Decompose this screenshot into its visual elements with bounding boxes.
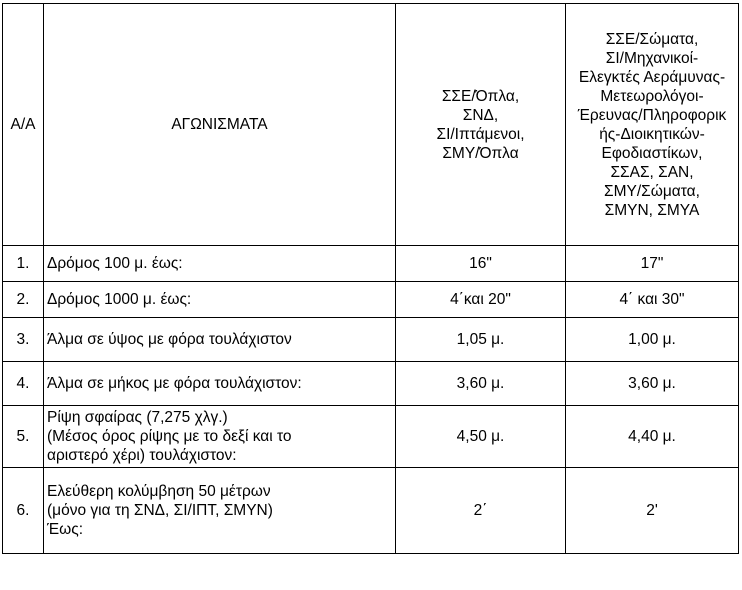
row-group1-cell: 4΄και 20"	[396, 282, 566, 318]
header-group2-line: ής-Διοικητικών-	[599, 125, 705, 143]
header-group2-line: ΣΣΑΣ, ΣΑΝ,	[610, 163, 694, 181]
row-event-cell	[44, 246, 396, 282]
header-group2-line: ΣΣΕ/Σώματα,	[605, 30, 699, 48]
row-group2-cell: 2'	[566, 468, 739, 554]
row-group1-cell: 1,05 μ.	[396, 318, 566, 362]
header-group1-line: ΣΝΔ,	[462, 106, 499, 124]
header-group2-line: Έρευνας/Πληροφορικ	[577, 106, 727, 124]
header-group2-line: Μετεωρολόγοι-	[600, 87, 704, 105]
row-num-cell: 4.	[3, 362, 44, 406]
row-group2-cell: 1,00 μ.	[566, 318, 739, 362]
row-group1-cell: 16"	[396, 246, 566, 282]
table-header-row	[3, 4, 739, 246]
header-num-cell: Α/Α	[3, 4, 44, 246]
table-row	[3, 318, 739, 362]
header-group1-cell	[396, 4, 566, 246]
event-line: (μόνο για τη ΣΝΔ, ΣΙ/ΙΠΤ, ΣΜΥΝ)	[47, 502, 273, 519]
row-event-cell	[44, 362, 396, 406]
event-line: Δρόμος 100 μ. έως:	[47, 255, 183, 272]
row-num-cell: 6.	[3, 468, 44, 554]
event-line: Έως:	[47, 521, 84, 538]
event-line: Δρόμος 1000 μ. έως:	[47, 291, 192, 308]
row-num-cell: 5.	[3, 406, 44, 468]
event-line: Ελεύθερη κολύμβηση 50 μέτρων	[47, 483, 271, 500]
row-event-cell	[44, 406, 396, 468]
row-num-cell: 2.	[3, 282, 44, 318]
header-group1-line: ΣΙ/Ιπτάμενοι,	[436, 125, 525, 143]
athletic-events-table	[2, 3, 739, 554]
header-group2-line: Ελεγκτές Αεράμυνας-	[578, 68, 726, 86]
header-group1-line: ΣΣΕ/Όπλα,	[441, 87, 520, 105]
table-row	[3, 406, 739, 468]
header-group2-line: ΣΜΥ/Σώματα,	[604, 182, 700, 200]
row-group1-cell: 2΄	[396, 468, 566, 554]
row-group2-cell: 4,40 μ.	[566, 406, 739, 468]
header-group2-line: Εφοδιαστίκων,	[601, 144, 703, 162]
row-num-cell: 3.	[3, 318, 44, 362]
row-event-cell	[44, 282, 396, 318]
event-line: Άλμα σε μήκος με φόρα τουλάχιστον:	[47, 375, 302, 392]
header-group2-cell	[566, 4, 739, 246]
event-line: Άλμα σε ύψος με φόρα τουλάχιστον	[47, 331, 292, 348]
table-row	[3, 362, 739, 406]
row-num-cell: 1.	[3, 246, 44, 282]
table-row	[3, 282, 739, 318]
header-event-cell: ΑΓΩΝΙΣΜΑΤΑ	[44, 4, 396, 246]
header-group1-line: ΣΜΥ/Όπλα	[442, 144, 519, 162]
row-group2-cell: 3,60 μ.	[566, 362, 739, 406]
row-group1-cell: 3,60 μ.	[396, 362, 566, 406]
table-row	[3, 468, 739, 554]
header-group2-line: ΣΜΥΝ, ΣΜΥΑ	[604, 201, 700, 219]
row-event-cell	[44, 318, 396, 362]
table-row	[3, 246, 739, 282]
event-line: (Μέσος όρος ρίψης με το δεξί και το	[47, 428, 292, 445]
row-group2-cell: 17"	[566, 246, 739, 282]
event-line: Ρίψη σφαίρας (7,275 χλγ.)	[47, 409, 228, 426]
header-group2-line: ΣΙ/Μηχανικοί-	[605, 49, 699, 67]
row-event-cell	[44, 468, 396, 554]
row-group1-cell: 4,50 μ.	[396, 406, 566, 468]
event-line: αριστερό χέρι) τουλάχιστον:	[47, 447, 237, 464]
row-group2-cell: 4΄ και 30"	[566, 282, 739, 318]
